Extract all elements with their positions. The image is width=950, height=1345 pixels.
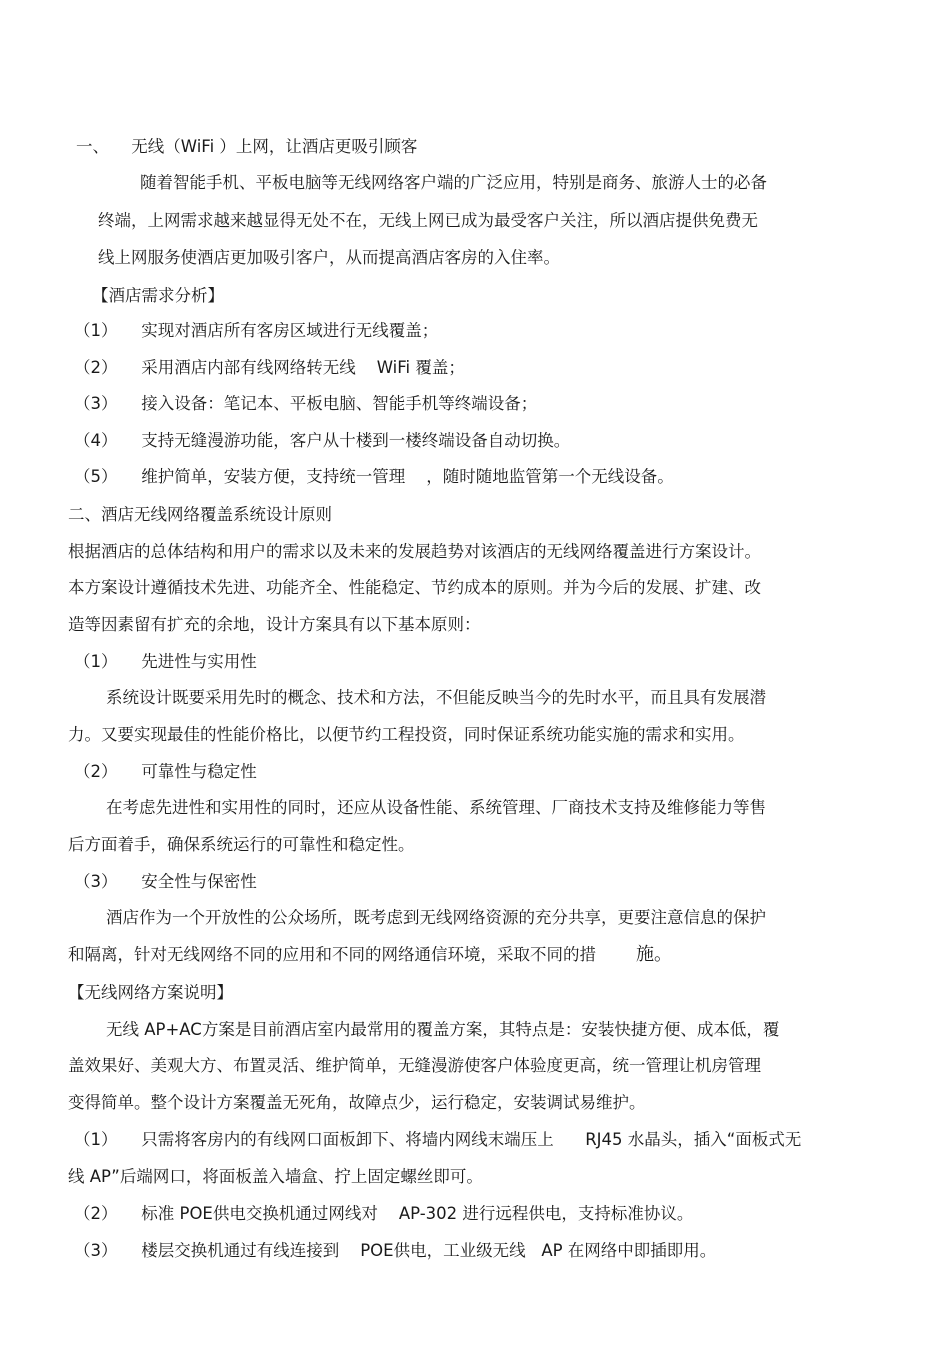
needs-item-number: （3） — [74, 394, 118, 413]
solution-item-text: 楼层交换机通过有线连接到 POE供电，工业级无线 AP 在网络中即插即用。 — [141, 1241, 717, 1260]
solution-item-number: （3） — [74, 1241, 118, 1260]
needs-item — [74, 466, 674, 488]
section1-heading — [76, 136, 417, 158]
section1-intro-line-3: 线上网服务使酒店更加吸引客户，从而提高酒店客房的入住率。 — [98, 248, 560, 267]
section2-intro-line-3: 造等因素留有扩充的余地，设计方案具有以下基本原则： — [68, 615, 481, 634]
principle-body-line-tail: 施。 — [636, 944, 672, 965]
needs-item-number: （2） — [74, 358, 118, 377]
principle-body-line: 后方面着手，确保系统运行的可靠性和稳定性。 — [68, 835, 415, 854]
principle-title: 先进性与实用性 — [141, 652, 257, 671]
principle-body-line: 系统设计既要采用先时的概念、技术和方法，不但能反映当今的先时水平，而且具有发展潜 — [106, 688, 766, 707]
solution-item-continuation — [68, 1166, 483, 1188]
needs-item-number: （5） — [74, 467, 118, 486]
needs-item-text: 采用酒店内部有线网络转无线 WiFi 覆盖； — [141, 358, 465, 377]
needs-item-text: 支持无缝漫游功能，客户从十楼到一楼终端设备自动切换。 — [141, 431, 571, 450]
solution-item-number: （2） — [74, 1204, 118, 1223]
section3-intro-line-3: 变得简单。整个设计方案覆盖无死角，故障点少，运行稳定，安装调试易维护。 — [68, 1093, 646, 1112]
section1-intro-line-2: 终端，上网需求越来越显得无处不在，无线上网已成为最受客户关注，所以酒店提供免费无 — [98, 211, 758, 230]
needs-item — [74, 357, 465, 379]
principle-heading — [74, 871, 257, 893]
needs-item-text: 维护简单，安装方便，支持统一管理 ，随时随地监管第一个无线设备。 — [141, 467, 674, 486]
needs-item-number: （4） — [74, 431, 118, 450]
needs-item-number: （1） — [74, 321, 118, 340]
section1-intro-line-1: 随着智能手机、平板电脑等无线网络客户端的广泛应用，特别是商务、旅游人士的必备 — [140, 173, 767, 192]
needs-item — [74, 320, 438, 342]
section3-intro-line-2: 盖效果好、美观大方、布置灵活、维护简单，无缝漫游使客户体验度更高，统一管理让机房管理 — [68, 1056, 761, 1075]
section2-intro-line-2: 本方案设计遵循技术先进、功能齐全、性能稳定、节约成本的原则。并为今后的发展、扩建、改 — [68, 578, 761, 597]
solution-item-number: （1） — [74, 1130, 118, 1149]
needs-item — [74, 393, 537, 415]
section3-intro-line-1: 无线 AP+AC方案是目前酒店室内最常用的覆盖方案，其特点是：安装快捷方便、成本低，覆 — [106, 1020, 780, 1039]
section2-heading: 二、酒店无线网络覆盖系统设计原则 — [68, 505, 332, 524]
principle-heading — [74, 761, 257, 783]
solution-item-text: 线 AP”后端网口，将面板盖入墙盒、拧上固定螺丝即可。 — [68, 1167, 483, 1186]
principle-body-line: 在考虑先进性和实用性的同时，还应从设备性能、系统管理、厂商技术支持及维修能力等售 — [106, 798, 766, 817]
principle-body-line-part: 和隔离，针对无线网络不同的应用和不同的网络通信环境，采取不同的措 — [68, 945, 596, 964]
principle-number: （2） — [74, 762, 118, 781]
principle-title: 可靠性与稳定性 — [141, 762, 257, 781]
solution-item-text: 只需将客房内的有线网口面板卸下、将墙内网线末端压上 RJ45 水晶头，插入“面板式无 — [141, 1130, 802, 1149]
principle-heading — [74, 651, 257, 673]
section1-heading-text: 无线（WiFi ）上网，让酒店更吸引顾客 — [131, 137, 418, 156]
needs-title: 【酒店需求分析】 — [92, 286, 224, 305]
solution-item — [74, 1129, 801, 1151]
solution-item — [74, 1203, 693, 1225]
solution-item-text: 标准 POE供电交换机通过网线对 AP-302 进行远程供电，支持标准协议。 — [141, 1204, 694, 1223]
principle-title: 安全性与保密性 — [141, 872, 257, 891]
section2-intro-line-1: 根据酒店的总体结构和用户的需求以及未来的发展趋势对该酒店的无线网络覆盖进行方案设计。 — [68, 542, 761, 561]
section3-title: 【无线网络方案说明】 — [68, 983, 233, 1002]
section1-heading-number: 一、 — [76, 137, 109, 156]
principle-body-line: 力。又要实现最佳的性能价格比，以便节约工程投资，同时保证系统功能实施的需求和实用。 — [68, 725, 745, 744]
needs-item — [74, 430, 570, 452]
solution-item — [74, 1240, 716, 1262]
principle-number: （3） — [74, 872, 118, 891]
needs-item-text: 接入设备：笔记本、平板电脑、智能手机等终端设备； — [141, 394, 538, 413]
needs-item-text: 实现对酒店所有客房区域进行无线覆盖； — [141, 321, 439, 340]
principle-number: （1） — [74, 652, 118, 671]
principle-body-line: 酒店作为一个开放性的公众场所，既考虑到无线网络资源的充分共享，更要注意信息的保护 — [106, 908, 766, 927]
principle-body-line — [68, 944, 672, 966]
